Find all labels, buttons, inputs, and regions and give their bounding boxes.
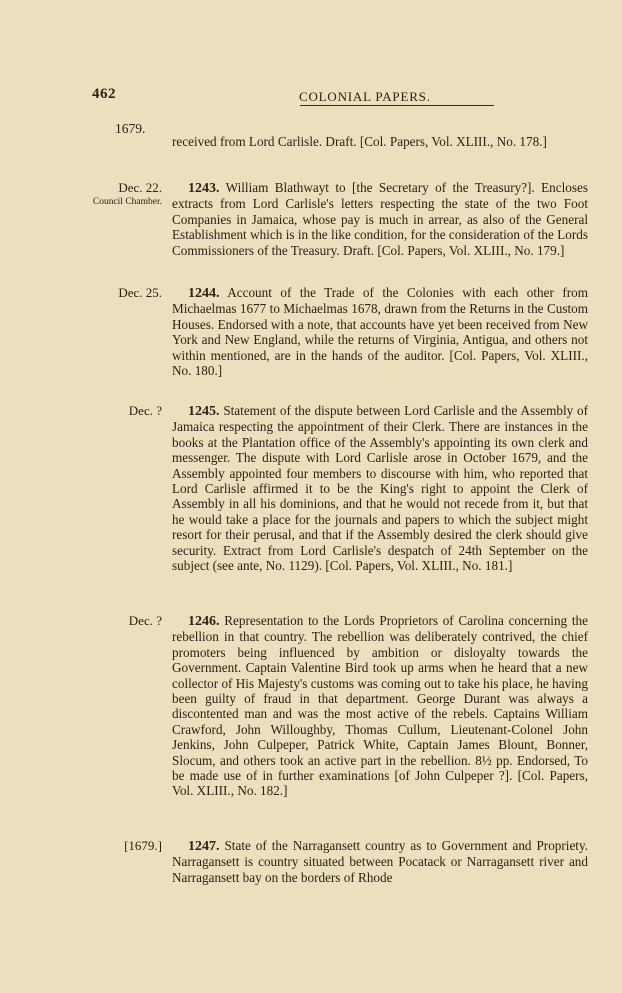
entry-date: Dec. 22. xyxy=(118,180,162,195)
entry-body: Statement of the dispute between Lord Carlisle and the Assembly of Jamaica respecting the appointment of their Clerk. There are instances in the books at the Plantation office of the Assembly's appointing its own clerk and messenger. The dispute with Lord Carlisle arose in October 1679, and the Assembly appointed four members to discourse with him, who reported that Lord Carlisle affirmed it to be the King's right to appoint the Clerk of Assembly in all his dominions, and that he would not recede from it, but that he would take a place for the journals and papers to which the subject might resort for their perusal, and that if the Assembly desired the clerk should give security. Extract from Lord Carlisle's despatch of 24th September on the subject (see ante, No. 1129). [Col. Papers, Vol. XLIII., No. 181.] xyxy=(172,403,588,574)
entry-date: Dec. ? xyxy=(128,613,162,628)
entry-number: 1243. xyxy=(188,181,220,196)
entry-number: 1244. xyxy=(188,286,220,301)
entry-text xyxy=(172,180,588,258)
entry-body: Account of the Trade of the Colonies with each other from Michaelmas 1677 to Michaelmas 1678, drawn from the Returns in the Custom Houses. Endorsed with a note, that accounts have yet been received from New York and New England, while the returns of Virginia, Antigua, and others not within mentioned, are in the hands of the auditor. [Col. Papers, Vol. XLIII., No. 180.] xyxy=(172,285,588,379)
entry-body: William Blathwayt to [the Secretary of the Treasury?]. Encloses extracts from Lord Carlisle's letters respecting the state of the two Foot Companies in Jamaica, whose pay is much in arrear, as also of the General Establishment which is in the like condition, for the consideration of the Lords Commissioners of the Treasury. Draft. [Col. Papers, Vol. XLIII., No. 179.] xyxy=(172,180,588,258)
entry-date: Dec. ? xyxy=(128,403,162,418)
margin-year: 1679. xyxy=(115,121,146,136)
entry-body: State of the Narragansett country as to Government and Propriety. Narragansett is country situated between Pocatack or Narragansett river and Narragansett bay on the borders of Rhode xyxy=(172,838,588,885)
entry-place: Council Chamber. xyxy=(92,197,162,207)
entry-number: 1246. xyxy=(188,614,220,629)
running-head: COLONIAL PAPERS. xyxy=(299,89,431,104)
entry-date: [1679.] xyxy=(124,838,162,853)
entry-body: Representation to the Lords Proprietors of Carolina concerning the rebellion in that country. The rebellion was deliberately contrived, the chief promoters being influenced by ambition or disloyalty towards the Government. Captain Valentine Bird took up arms when he heard that a new collector of His Majesty's customs was coming out to take his place, he having been guilty of fraud in that department. George Durant was always a discontented man and was the most active of the rebels. Captains William Crawford, John Willoughby, Thomas Cullum, Lieutenant-Colonel John Jenkins, John Culpeper, Patrick White, Captain James Blount, Bonner, Slocum, and others took an active part in the rebellion. 8½ pp. Endorsed, To be made use of in further examinations [of John Culpeper ?]. [Col. Papers, Vol. XLIII., No. 182.] xyxy=(172,613,588,799)
header-rule xyxy=(300,105,494,106)
entry-date: Dec. 25. xyxy=(118,285,162,300)
entry-text xyxy=(172,838,588,885)
entry-text xyxy=(172,285,588,378)
entry-number: 1245. xyxy=(188,404,220,419)
entry-text xyxy=(172,403,588,573)
entry-text xyxy=(172,613,588,799)
page-number: 462 xyxy=(92,86,116,102)
entry-number: 1247. xyxy=(188,839,220,854)
continuation-text: received from Lord Carlisle. Draft. [Col. Papers, Vol. XLIII., No. 178.] xyxy=(172,134,547,149)
